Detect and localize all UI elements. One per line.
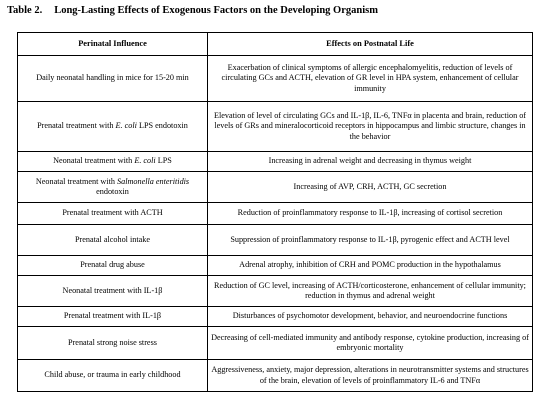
effects-table xyxy=(17,32,533,392)
organism-name: Salmonella enteritidis xyxy=(117,176,190,186)
influence-cell: Prenatal treatment with E. coli LPS endotoxin xyxy=(18,102,208,152)
table-row xyxy=(18,172,533,203)
influence-cell: Prenatal treatment with ACTH xyxy=(18,203,208,225)
effect-cell: Reduction of proinflammatory response to IL-1β, increasing of cortisol secretion xyxy=(208,203,533,225)
effect-cell: Aggressiveness, anxiety, major depression, alterations in neurotransmitter systems and structures of the brain, elevation of levels of proinflammatory IL-6 and TNFα xyxy=(208,360,533,392)
header-perinatal-influence: Perinatal Influence xyxy=(18,33,208,56)
effect-cell: Reduction of GC level, increasing of ACTH/corticosterone, enhancement of cellular immunity; reduction in thymus and adrenal weight xyxy=(208,276,533,307)
table-row xyxy=(18,152,533,172)
effect-cell: Decreasing of cell-mediated immunity and antibody response, cytokine production, increasing of embryonic mortality xyxy=(208,327,533,360)
effect-cell: Suppression of proinflammatory response to IL-1β, pyrogenic effect and ACTH level xyxy=(208,225,533,256)
influence-cell: Neonatal treatment with IL-1β xyxy=(18,276,208,307)
effect-cell: Disturbances of psychomotor development, behavior, and neuroendocrine functions xyxy=(208,307,533,327)
effect-cell: Exacerbation of clinical symptoms of allergic encephalomyelitis, reduction of levels of circulating GCs and ACTH, elevation of GR level in HPA system, enhancement of cellular immunity xyxy=(208,56,533,102)
table-row xyxy=(18,56,533,102)
organism-name: E. coli xyxy=(134,156,156,166)
table-row xyxy=(18,307,533,327)
header-row xyxy=(18,33,533,56)
table-row xyxy=(18,360,533,392)
influence-cell: Prenatal drug abuse xyxy=(18,256,208,276)
effect-cell: Increasing in adrenal weight and decreasing in thymus weight xyxy=(208,152,533,172)
table-title: Long-Lasting Effects of Exogenous Factors on the Developing Organism xyxy=(54,5,378,16)
table-row xyxy=(18,327,533,360)
effect-cell: Elevation of level of circulating GCs and IL-1β, IL-6, TNFα in placenta and brain, reduction of levels of GRs and mineralocorticoid receptors in hippocampus and limbic structure, changes in the behavior xyxy=(208,102,533,152)
influence-cell: Neonatal treatment with E. coli LPS xyxy=(18,152,208,172)
table-row xyxy=(18,102,533,152)
influence-cell: Child abuse, or trauma in early childhood xyxy=(18,360,208,392)
influence-cell: Prenatal alcohol intake xyxy=(18,225,208,256)
table-row xyxy=(18,276,533,307)
header-postnatal-effects: Effects on Postnatal Life xyxy=(208,33,533,56)
table-row xyxy=(18,256,533,276)
influence-cell: Prenatal treatment with IL-1β xyxy=(18,307,208,327)
effect-cell: Increasing of AVP, CRH, ACTH, GC secretion xyxy=(208,172,533,203)
effect-cell: Adrenal atrophy, inhibition of CRH and POMC production in the hypothalamus xyxy=(208,256,533,276)
table-row xyxy=(18,203,533,225)
organism-name: E. coli xyxy=(115,121,137,131)
table-number: Table 2. xyxy=(7,5,43,16)
influence-cell: Neonatal treatment with Salmonella enteritidis endotoxin xyxy=(18,172,208,203)
influence-cell: Daily neonatal handling in mice for 15-20 min xyxy=(18,56,208,102)
table-caption xyxy=(7,5,378,16)
influence-cell: Prenatal strong noise stress xyxy=(18,327,208,360)
table-row xyxy=(18,225,533,256)
